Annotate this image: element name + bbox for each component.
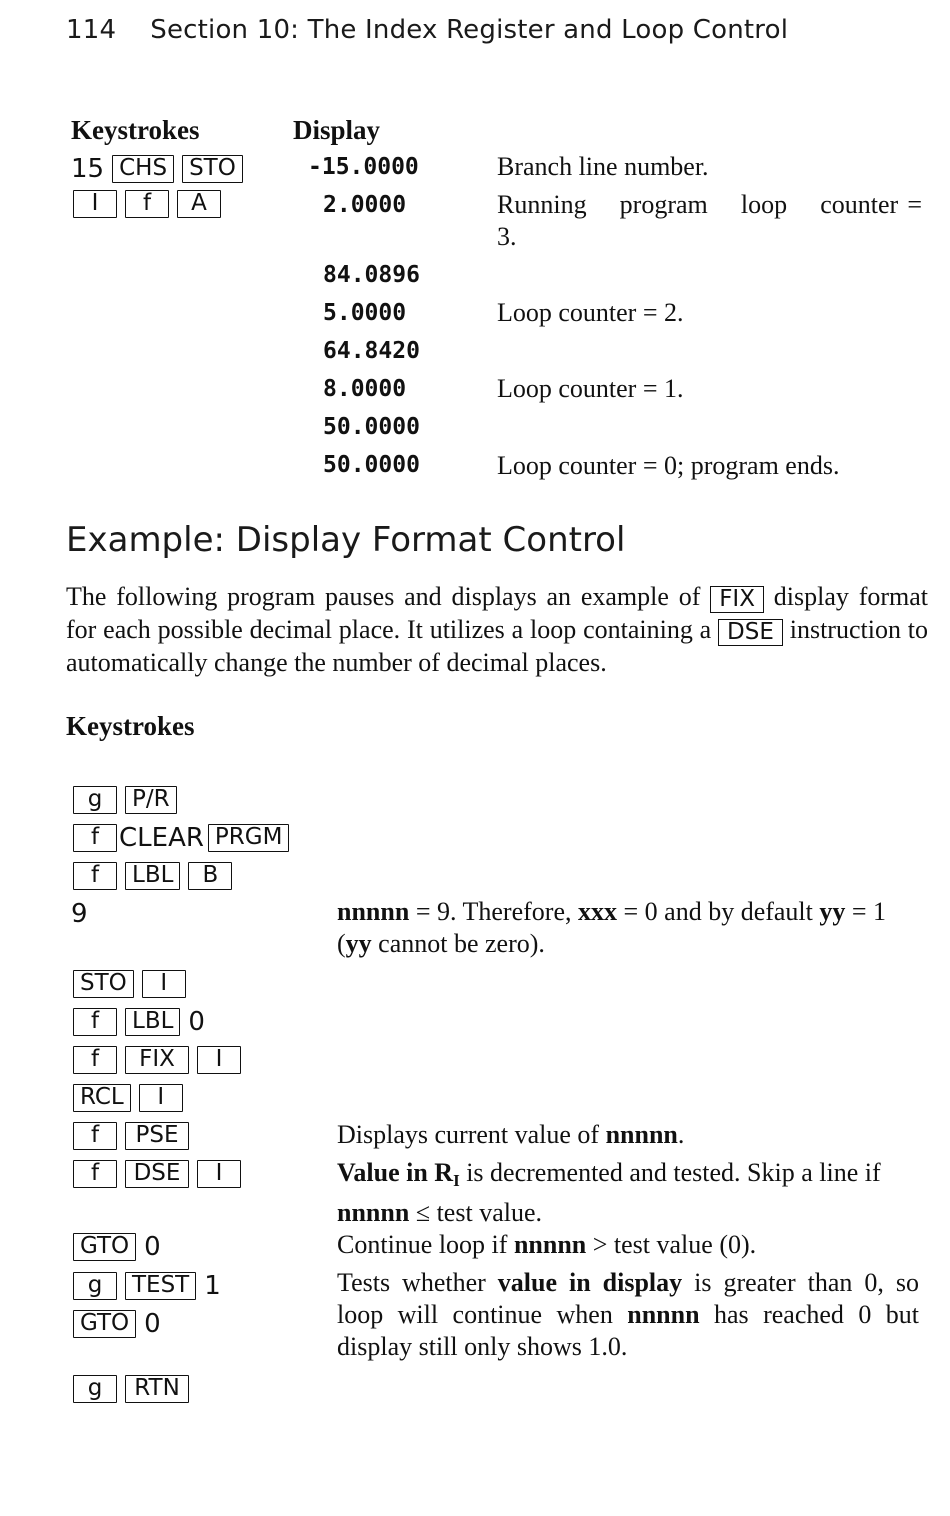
program-description: Tests whether value in display is greater than 0, so loop will continue when nnnnn has reached 0 but display still only shows 1.0. <box>337 1268 919 1361</box>
rcl-key: RCL <box>73 1084 131 1112</box>
program-description: Value in RI is decremented and tested. Skip a line if nnnnn ≤ test value. <box>337 1158 881 1227</box>
row-description: Loop counter = 2. <box>497 298 684 327</box>
program-row <box>73 1120 197 1150</box>
g-key: g <box>73 1375 117 1403</box>
program-row <box>73 1158 249 1188</box>
dse-key: DSE <box>125 1160 189 1188</box>
gto-key: GTO <box>73 1310 136 1338</box>
f-key: f <box>73 1160 117 1188</box>
display-value: -15.0000 <box>308 154 419 180</box>
program-row <box>71 898 96 929</box>
i-key: I <box>197 1160 241 1188</box>
display-value: 84.0896 <box>323 262 420 288</box>
rtn-key: RTN <box>125 1375 189 1403</box>
program-row <box>73 1006 213 1037</box>
f-key: f <box>73 1046 117 1074</box>
display-value: 50.0000 <box>323 414 420 440</box>
lbl-key: LBL <box>125 1008 180 1036</box>
display-column-header: Display <box>293 115 381 145</box>
digit-nine: 9 <box>71 898 88 929</box>
sto-key: STO <box>73 970 134 998</box>
row-description: Running program loop counter = 3. <box>497 190 922 251</box>
program-row <box>73 784 185 814</box>
test-number: 1 <box>204 1270 221 1301</box>
example-heading: Example: Display Format Control <box>66 520 626 560</box>
program-row <box>73 822 297 853</box>
intro-text: instruction to automatically change the number of decimal places. <box>66 615 929 677</box>
display-value: 8.0000 <box>323 376 407 402</box>
g-key: g <box>73 1272 117 1300</box>
f-key: f <box>73 824 117 852</box>
sto-key: STO <box>182 155 243 183</box>
page-number: 114 <box>66 15 117 45</box>
table1-row2-keystrokes <box>73 188 229 218</box>
section-title: Section 10: The Index Register and Loop Control <box>150 15 789 45</box>
intro-text: display format for each possible decimal place. It utilizes a loop containing a <box>66 582 929 644</box>
f-key: f <box>73 1008 117 1036</box>
program-row <box>73 1082 191 1112</box>
b-key: B <box>188 862 232 890</box>
display-value: 5.0000 <box>323 300 407 326</box>
example-intro-paragraph <box>66 580 928 679</box>
f-key: f <box>125 190 169 218</box>
program-row <box>73 1044 249 1074</box>
program-row <box>73 968 194 998</box>
chs-key: CHS <box>112 155 174 183</box>
i-key: I <box>139 1084 183 1112</box>
program-row <box>73 1373 197 1403</box>
clear-label: CLEAR <box>119 822 204 853</box>
display-value: 64.8420 <box>323 338 420 364</box>
label-zero: 0 <box>188 1006 205 1037</box>
program-description: nnnnn = 9. Therefore, xxx = 0 and by default yy = 1 (yy cannot be zero). <box>337 897 887 958</box>
pse-key: PSE <box>125 1122 189 1150</box>
program-row <box>73 1231 169 1262</box>
row-description: Loop counter = 0; program ends. <box>497 451 840 480</box>
i-key: I <box>197 1046 241 1074</box>
page-header <box>66 15 788 45</box>
lbl-key: LBL <box>125 862 180 890</box>
row-description: Loop counter = 1. <box>497 374 684 403</box>
label-zero: 0 <box>144 1308 161 1339</box>
prgm-key: PRGM <box>208 824 290 852</box>
intro-text: The following program pauses and displays an example of <box>66 582 701 611</box>
g-key: g <box>73 786 117 814</box>
label-zero: 0 <box>144 1231 161 1262</box>
i-key: I <box>73 190 117 218</box>
program-description: Displays current value of nnnnn. <box>337 1120 685 1149</box>
dse-key: DSE <box>718 619 783 646</box>
program-keystrokes-header: Keystrokes <box>66 711 195 741</box>
display-value: 50.0000 <box>323 452 420 478</box>
f-key: f <box>73 1122 117 1150</box>
program-row <box>73 1308 169 1339</box>
program-description: Continue loop if nnnnn > test value (0). <box>337 1230 757 1259</box>
i-key: I <box>142 970 186 998</box>
program-row <box>73 1270 229 1301</box>
display-value: 2.0000 <box>323 192 407 218</box>
f-key: f <box>73 862 117 890</box>
fix-key: FIX <box>710 586 764 613</box>
fix-key: FIX <box>125 1046 189 1074</box>
keystrokes-column-header: Keystrokes <box>71 115 200 145</box>
row-description: Branch line number. <box>497 152 709 181</box>
pr-key: P/R <box>125 786 177 814</box>
table1-row1-keystrokes <box>71 153 251 184</box>
gto-key: GTO <box>73 1233 136 1261</box>
program-row <box>73 860 240 890</box>
a-key: A <box>177 190 221 218</box>
test-key: TEST <box>125 1272 196 1300</box>
keystroke-number: 15 <box>71 153 105 184</box>
